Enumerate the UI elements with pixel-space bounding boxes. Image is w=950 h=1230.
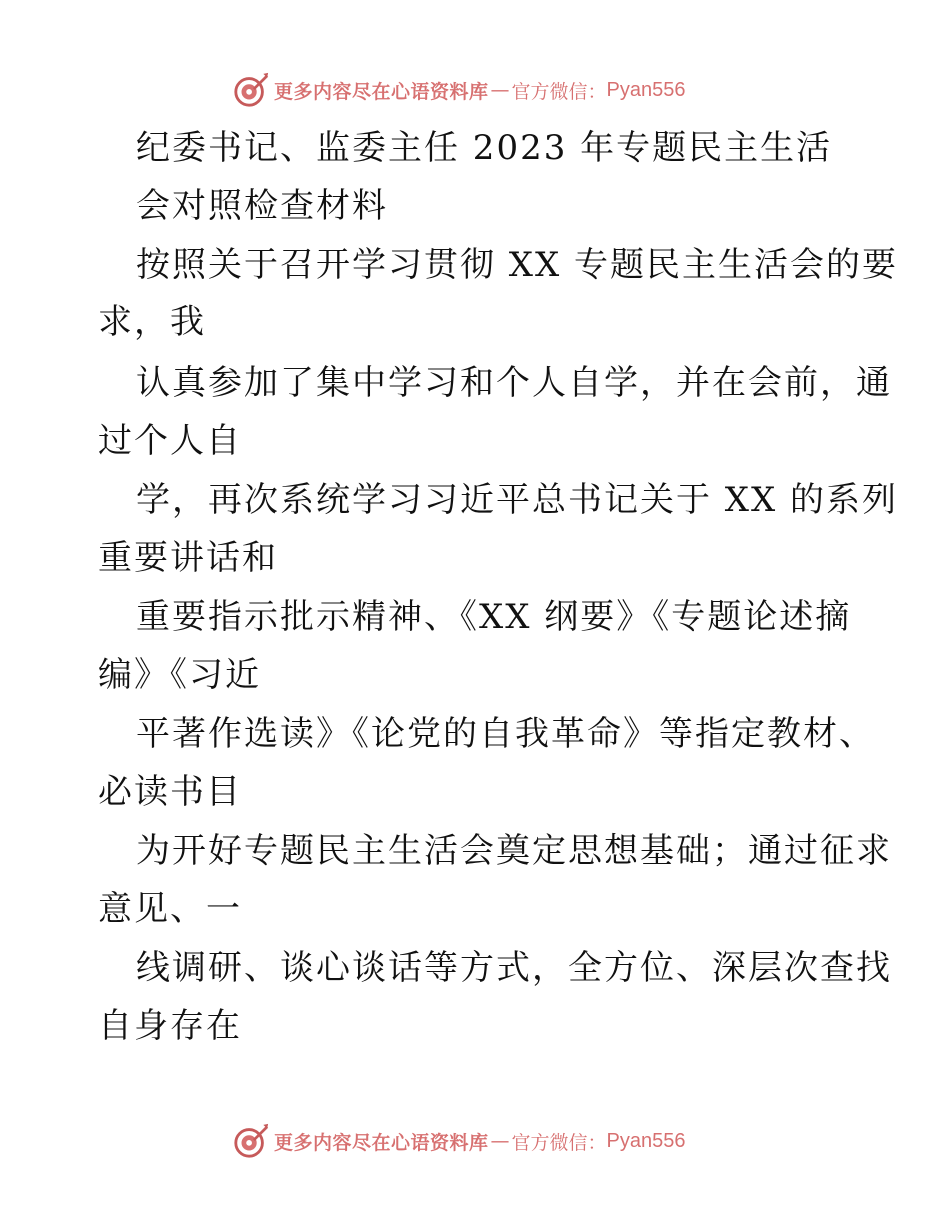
paragraph-line: 编》《习近	[98, 655, 261, 695]
watermark-dash: —	[490, 1130, 510, 1152]
watermark-text: 更多内容尽在心语资料库	[274, 1131, 489, 1154]
document-title-line-1: 纪委书记、监委主任 2023 年专题民主生活	[136, 128, 833, 168]
header-watermark	[232, 70, 686, 110]
paragraph-line: 过个人自	[98, 421, 242, 461]
watermark-label: 官方微信：	[511, 1131, 607, 1154]
paragraph-line: 按照关于召开学习贯彻 XX 专题民主生活会的要	[136, 245, 899, 285]
pen-logo-icon	[232, 1122, 270, 1160]
watermark-dash: —	[490, 79, 510, 101]
watermark-label: 官方微信：	[511, 80, 607, 103]
paragraph-line: 重要指示批示精神、《XX 纲要》《专题论述摘	[136, 597, 852, 637]
paragraph-line: 求，我	[98, 302, 206, 342]
watermark-wechat-id: Pyan556	[606, 78, 686, 101]
watermark-text: 更多内容尽在心语资料库	[274, 80, 489, 103]
paragraph-line: 自身存在	[98, 1006, 242, 1046]
paragraph-line: 为开好专题民主生活会奠定思想基础；通过征求	[136, 831, 892, 871]
pen-logo-icon	[232, 71, 270, 109]
paragraph-line: 线调研、谈心谈话等方式，全方位、深层次查找	[136, 948, 892, 988]
paragraph-line: 意见、一	[98, 889, 242, 929]
paragraph-line: 平著作选读》《论党的自我革命》等指定教材、	[136, 714, 875, 754]
paragraph-line: 认真参加了集中学习和个人自学，并在会前，通	[136, 363, 892, 403]
paragraph-line: 重要讲话和	[98, 538, 278, 578]
document-title-line-2: 会对照检查材料	[136, 186, 388, 226]
watermark-wechat-id: Pyan556	[606, 1129, 686, 1152]
footer-watermark	[232, 1121, 686, 1161]
paragraph-line: 必读书目	[98, 772, 242, 812]
paragraph-line: 学，再次系统学习习近平总书记关于 XX 的系列	[136, 480, 899, 520]
